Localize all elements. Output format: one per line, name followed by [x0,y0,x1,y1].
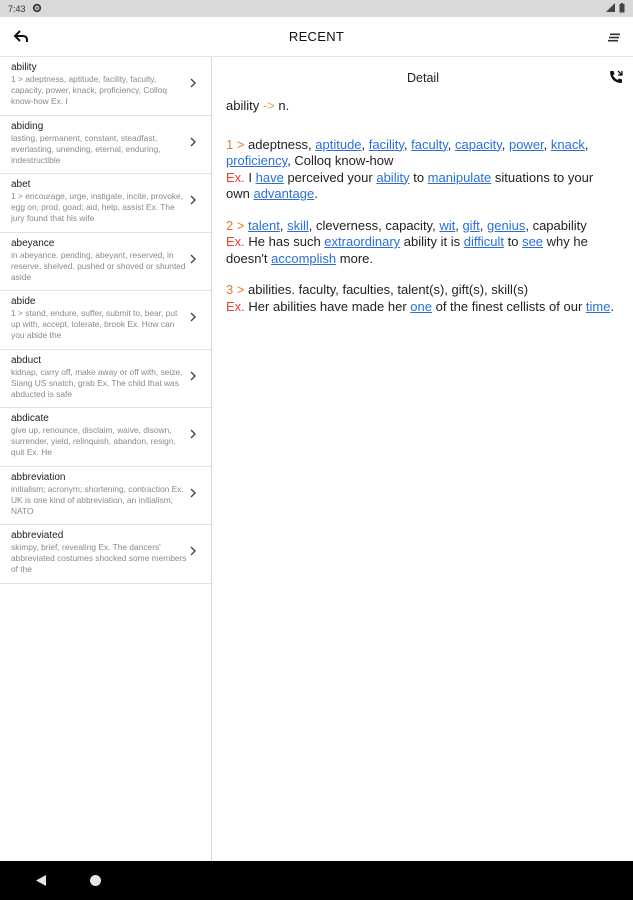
list-item-snippet: lasting, permanent, constant, steadfast, everlasting, unending, eternal, enduring, indestructible [11,132,161,165]
list-item[interactable] [0,408,211,467]
list-item-snippet: give up, renounce, disclaim, waive, disown, surrender, yield, relinquish, abandon, resign, quit Ex. He [11,425,176,457]
list-item[interactable] [0,233,211,292]
sense-example [226,234,620,267]
menu-icon[interactable] [603,26,625,48]
word-link[interactable]: have [255,169,284,185]
list-item-snippet: skimpy, brief, revealing Ex. The dancers' abbreviated costumes shocked some members of the [11,542,187,574]
definition-content [213,98,633,315]
battery-icon [619,3,625,15]
list-item-word: abide [11,296,36,307]
chevron-right-icon [189,76,197,88]
detail-header [213,57,633,97]
headword-line [226,98,620,115]
definition-text: . [314,186,318,201]
list-item-snippet: kidnap, carry off, make away or off with, seize, Slang US snatch, grab Ex. The child that was abducted is safe [11,366,183,399]
definition-text: perceived your [283,169,377,185]
sense-block [226,282,620,315]
list-item[interactable] [0,525,211,584]
word-link[interactable]: skill [287,217,309,233]
definition-text: , capability [525,217,587,233]
word-link[interactable]: talent [248,217,280,233]
definition-text: . [610,298,615,314]
status-bar [0,0,633,17]
definition-text: , [279,217,288,233]
chevron-right-icon [189,486,197,498]
word-link[interactable]: knack [550,136,585,152]
sense-block [226,137,620,203]
recent-list [0,57,212,861]
list-item[interactable] [0,116,211,175]
sense-definition [226,137,620,170]
word-link[interactable]: faculty [411,136,448,152]
word-link[interactable]: one [410,298,432,314]
list-item-word: abbreviated [11,530,64,541]
sense-example [226,170,620,203]
list-item-word: abiding [11,120,44,132]
chevron-right-icon [189,135,197,147]
definition-text: situations to your own [226,169,594,201]
definition-text: , Colloq know-how [287,153,394,168]
word-link[interactable]: accomplish [271,250,337,266]
definition-text: to [409,169,428,185]
sense-number: 3 > [226,282,245,297]
sense-definition [226,282,620,299]
word-link[interactable]: aptitude [315,136,362,152]
list-item-snippet: 1 > adeptness, aptitude, facility, faculty, capacity, power, knack, proficiency, Colloq know-how Ex. I [11,74,168,106]
list-item[interactable] [0,350,211,409]
definition-text: He has such [244,234,325,249]
word-link[interactable]: proficiency [226,153,288,168]
chevron-right-icon [189,310,197,322]
definition-text: , [403,136,412,152]
phone-call-icon[interactable] [608,69,624,85]
list-item[interactable] [0,291,211,350]
nav-home-icon[interactable] [90,875,101,886]
chevron-right-icon [189,193,197,205]
word-link[interactable]: ability [376,169,410,185]
word-link[interactable]: power [508,136,544,152]
definition-text: ability it is [400,234,464,249]
chevron-right-icon [189,427,197,439]
sense-block [226,218,620,268]
signal-icon [606,3,615,14]
word-link[interactable]: genius [487,217,526,233]
chevron-right-icon [189,544,197,556]
definition-text: , [501,136,509,152]
word-link[interactable]: time [585,298,611,314]
definition-text: of the finest cellists of our [431,298,586,314]
system-nav-bar [0,861,633,900]
definition-text: adeptness, [244,136,316,152]
definition-text: , cleverness, capacity, [308,217,440,233]
word-link[interactable]: extraordinary [324,234,401,249]
pos-arrow: -> [262,98,275,113]
list-item-snippet: in abeyance. pending, abeyant, reserved, in reserve, shelved, pushed or shoved or shunted aside [11,249,186,282]
list-item-snippet: 1 > encourage, urge, instigate, incite, provoke, egg on, prod, goad; aid, help, assist Ex. The jury found that his wife [11,191,184,223]
detail-title: Detail [407,70,439,85]
example-label: Ex. [226,169,245,185]
definition-text: , [361,136,369,152]
gear-icon [32,3,42,15]
word-link[interactable]: manipulate [427,169,492,185]
list-item-word: abduct [11,354,42,366]
definition-text: more. [336,250,374,266]
sense-number: 2 > [226,217,245,233]
list-item[interactable] [0,467,211,526]
nav-back-icon[interactable] [35,874,47,887]
definition-text: I [244,169,256,185]
definition-text: Her abilities have made her [244,298,411,314]
list-item[interactable] [0,174,211,233]
chevron-right-icon [189,252,197,264]
list-item-word: abet [11,179,31,190]
list-item[interactable] [0,57,211,116]
definition-text: to [503,234,523,249]
example-label: Ex. [226,298,245,314]
word-link[interactable]: facility [368,136,404,152]
back-arrow-icon[interactable] [8,25,34,49]
definition-text: abilities. faculty, faculties, talent(s), gift(s), skill(s) [244,282,529,297]
list-item-snippet: initialism; acronym; shortening, contraction Ex. UK is one kind of abbreviation, an initialism; NATO [11,483,184,516]
word-link[interactable]: gift [462,217,480,233]
list-item-snippet: 1 > stand, endure, suffer, submit to, bear, put up with, accept, tolerate, brook Ex. How can you abide the [11,308,178,340]
app-bar [0,17,633,57]
page-title: RECENT [288,29,345,44]
chevron-right-icon [189,369,197,381]
status-time: 7:43 [8,3,26,14]
definition-text: , [543,136,551,152]
definition-text: , [447,136,455,152]
list-item-word: abbreviation [11,471,66,483]
definition-text: , [479,217,488,233]
sense-number: 1 > [226,136,245,152]
word-link[interactable]: difficult [463,234,504,249]
senses [226,137,620,316]
sense-example [226,299,620,316]
detail-pane [213,57,633,861]
word-link[interactable]: capacity [455,136,502,152]
list-item-word: abeyance [11,237,55,249]
sense-definition [226,218,620,235]
definition-text: , [455,217,463,233]
list-item-word: ability [11,62,37,73]
word-link[interactable]: see [522,234,544,249]
word-link[interactable]: advantage [253,186,315,201]
example-label: Ex. [226,234,245,249]
headword: ability [226,98,260,113]
definition-text: , [584,136,589,152]
word-link[interactable]: wit [439,217,456,233]
part-of-speech: n. [278,98,290,113]
definition-text: why he doesn't [226,234,588,266]
list-item-word: abdicate [11,413,49,424]
